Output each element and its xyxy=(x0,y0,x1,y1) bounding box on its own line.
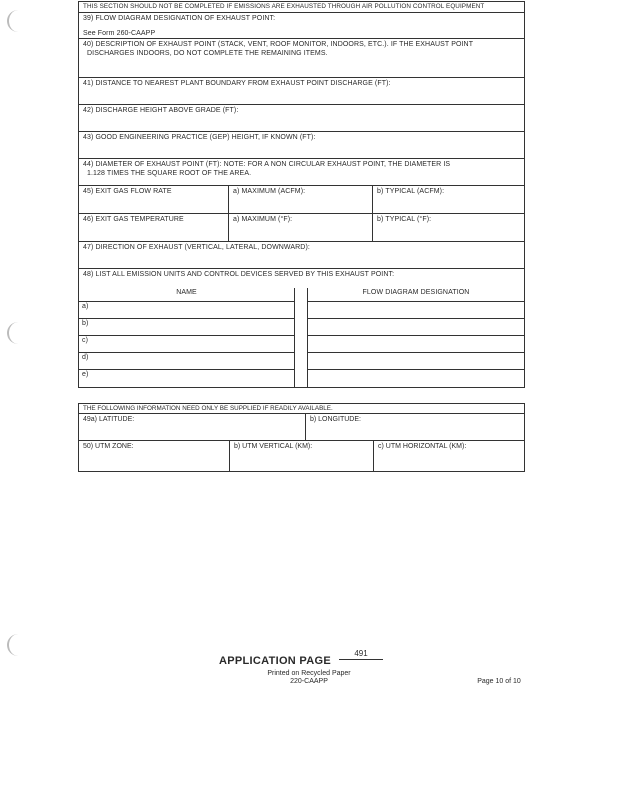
field-46-label: 46) EXIT GAS TEMPERATURE xyxy=(83,216,184,223)
flow-designation-column xyxy=(308,288,524,387)
field-39[interactable] xyxy=(79,13,524,39)
field-45-typical[interactable]: b) TYPICAL (ACFM): xyxy=(372,186,524,213)
field-46 xyxy=(79,214,524,242)
utm-vertical-field[interactable]: b) UTM VERTICAL (KM): xyxy=(229,441,373,471)
field-43[interactable] xyxy=(79,132,524,159)
field-39-value: See Form 260-CAAPP xyxy=(83,30,156,37)
punch-hole-middle xyxy=(7,322,21,344)
field-39-label: 39) FLOW DIAGRAM DESIGNATION OF EXHAUST POINT: xyxy=(83,15,276,22)
table-cell[interactable] xyxy=(308,302,524,319)
field-47-label: 47) DIRECTION OF EXHAUST (VERTICAL, LATERAL, DOWNWARD): xyxy=(83,244,310,251)
punch-hole-top xyxy=(7,10,21,32)
name-column xyxy=(79,288,294,387)
field-45 xyxy=(79,186,524,214)
table-cell[interactable] xyxy=(308,319,524,336)
field-50 xyxy=(79,441,524,472)
field-40[interactable] xyxy=(79,39,524,78)
location-form xyxy=(78,403,525,472)
table-row[interactable]: b) xyxy=(79,319,294,336)
punch-hole-bottom xyxy=(7,634,21,656)
field-45-max[interactable]: a) MAXIMUM (ACFM): xyxy=(228,186,372,213)
page-of: Page 10 of 10 xyxy=(477,678,521,685)
table-row[interactable]: a) xyxy=(79,302,294,319)
field-45-label: 45) EXIT GAS FLOW RATE xyxy=(83,188,172,195)
emission-units-table xyxy=(79,288,524,388)
utm-horizontal-field[interactable]: c) UTM HORIZONTAL (KM): xyxy=(373,441,524,471)
field-49 xyxy=(79,414,524,441)
field-48-label: 48) LIST ALL EMISSION UNITS AND CONTROL DEVICES SERVED BY THIS EXHAUST POINT: xyxy=(83,271,395,278)
field-46-typical[interactable]: b) TYPICAL (°F): xyxy=(372,214,524,241)
table-cell[interactable] xyxy=(308,370,524,387)
field-44[interactable] xyxy=(79,159,524,186)
column-divider xyxy=(294,288,308,387)
banner-text: THIS SECTION SHOULD NOT BE COMPLETED IF EMISSIONS ARE EXHAUSTED THROUGH AIR POLLUTION CONTROL EQUIPMENT xyxy=(83,3,485,10)
form-id: 220-CAAPP xyxy=(290,678,328,685)
table-row[interactable]: e) xyxy=(82,371,89,378)
field-46-max[interactable]: a) MAXIMUM (°F): xyxy=(228,214,372,241)
field-40-label-cont: DISCHARGES INDOORS, DO NOT COMPLETE THE REMAINING ITEMS. xyxy=(87,50,328,57)
field-47[interactable] xyxy=(79,242,524,269)
latitude-field[interactable]: 49a) LATITUDE: xyxy=(83,416,135,423)
field-42[interactable] xyxy=(79,105,524,132)
flow-designation-header: FLOW DIAGRAM DESIGNATION xyxy=(308,288,524,302)
location-heading xyxy=(79,404,524,414)
field-43-label: 43) GOOD ENGINEERING PRACTICE (GEP) HEIGHT, IF KNOWN (FT): xyxy=(83,134,316,141)
field-44-label-cont: 1.128 TIMES THE SQUARE ROOT OF THE AREA. xyxy=(87,170,252,177)
printed-note: Printed on Recycled Paper xyxy=(267,670,351,677)
name-header: NAME xyxy=(79,288,294,302)
utm-zone-field[interactable]: 50) UTM ZONE: xyxy=(83,443,134,450)
field-41-label: 41) DISTANCE TO NEAREST PLANT BOUNDARY FROM EXHAUST POINT DISCHARGE (FT): xyxy=(83,80,391,87)
field-41[interactable] xyxy=(79,78,524,105)
field-42-label: 42) DISCHARGE HEIGHT ABOVE GRADE (FT): xyxy=(83,107,239,114)
table-cell[interactable] xyxy=(308,336,524,353)
table-cell[interactable] xyxy=(308,353,524,370)
field-40-label: 40) DESCRIPTION OF EXHAUST POINT (STACK, VENT, ROOF MONITOR, INDOORS, ETC.). IF THE EXHAUST POINT xyxy=(83,41,474,48)
location-heading-text: THE FOLLOWING INFORMATION NEED ONLY BE SUPPLIED IF READILY AVAILABLE. xyxy=(83,405,333,412)
section-banner xyxy=(79,2,524,13)
table-row[interactable]: c) xyxy=(79,336,294,353)
table-row[interactable]: d) xyxy=(79,353,294,370)
field-48 xyxy=(79,269,524,288)
field-44-label: 44) DIAMETER OF EXHAUST POINT (FT): NOTE: FOR A NON CIRCULAR EXHAUST POINT, THE DIAMETER IS xyxy=(83,161,451,168)
longitude-field[interactable]: b) LONGITUDE: xyxy=(305,414,524,440)
application-page-number: 491 xyxy=(339,649,383,660)
application-page-label: APPLICATION PAGE xyxy=(219,655,331,667)
exhaust-point-form xyxy=(78,1,525,388)
